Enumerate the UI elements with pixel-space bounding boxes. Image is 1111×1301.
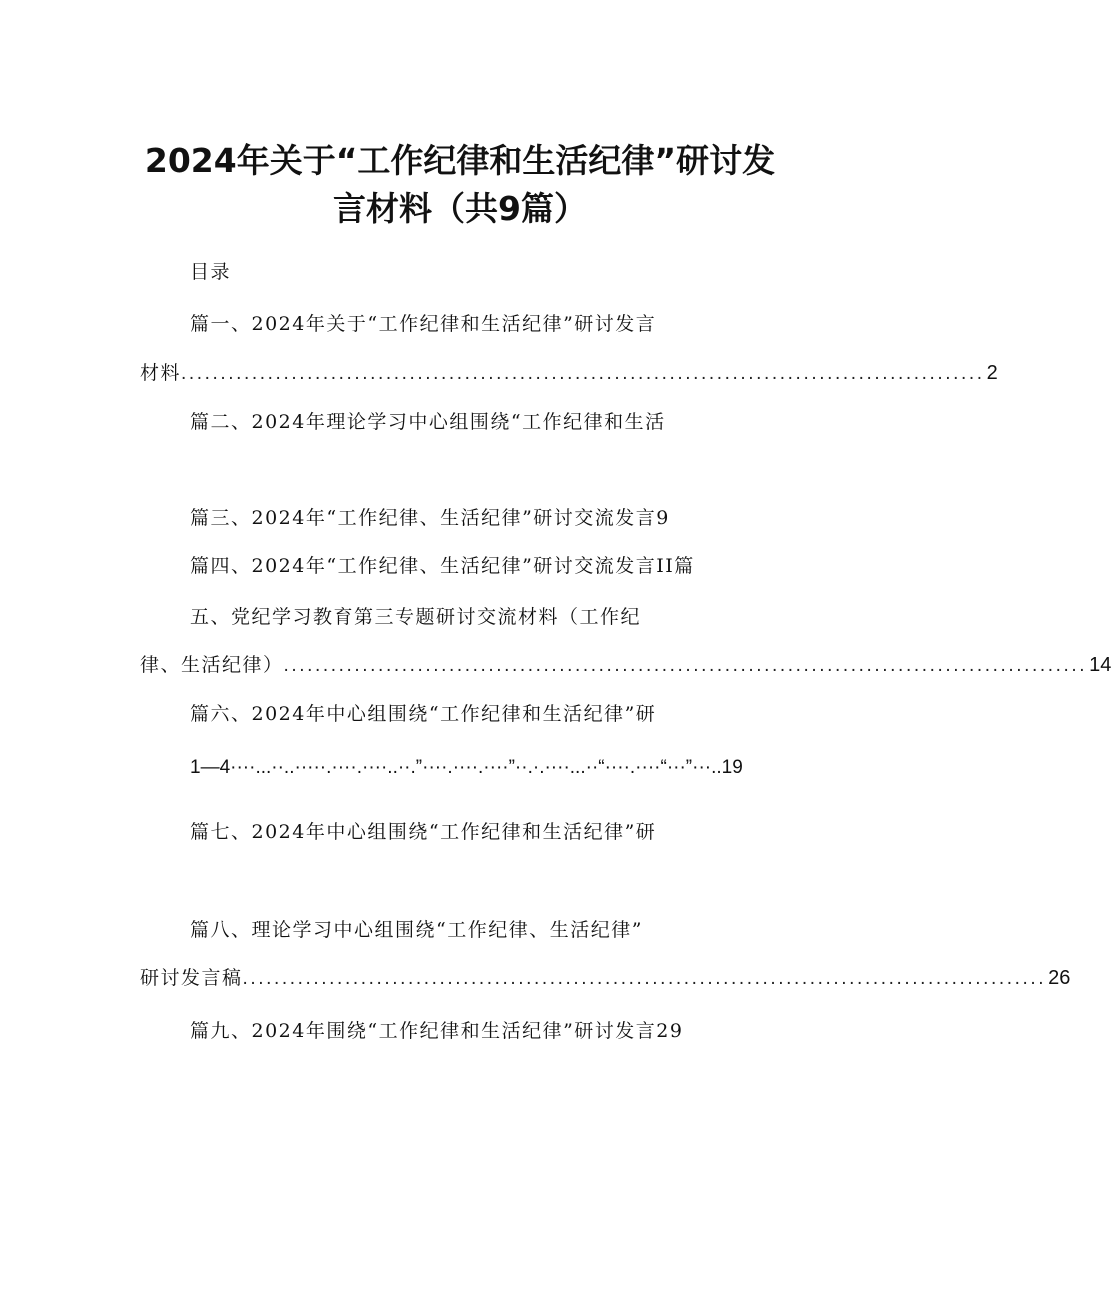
document-title-line-2: 言材料（共9篇） — [333, 189, 587, 228]
toc-entry-8-line-2[interactable] — [140, 965, 1071, 992]
toc-entry-5-line-1[interactable]: 五、党纪学习教育第三专题研讨交流材料（工作纪 — [190, 606, 642, 628]
toc-entry-5-label: 律、生活纪律） — [140, 654, 284, 676]
toc-leader-dots: ...................................................................................................... — [283, 655, 1088, 676]
toc-entry-1-label: 材料 — [140, 362, 182, 384]
toc-entry-3[interactable]: 篇三、2024年“工作纪律、生活纪律”研讨交流发言9 — [190, 507, 670, 529]
toc-heading: 目录 — [190, 261, 232, 283]
toc-entry-7[interactable]: 篇七、2024年中心组围绕“工作纪律和生活纪律”研 — [190, 821, 657, 843]
toc-entry-5-page: 14 — [1089, 654, 1111, 676]
toc-entry-9[interactable]: 篇九、2024年围绕“工作纪律和生活纪律”研讨发言29 — [190, 1020, 684, 1042]
toc-entry-4[interactable]: 篇四、2024年“工作纪律、生活纪律”研讨交流发言II篇 — [190, 555, 695, 577]
toc-entry-1-page: 2 — [986, 362, 998, 384]
toc-entry-6-line-2[interactable]: 1—4····...··..·····.····.····..··.”····.····.····”··.·.····...··“····.····“···”···..19 — [190, 757, 743, 778]
toc-entry-2[interactable]: 篇二、2024年理论学习中心组围绕“工作纪律和生活 — [190, 411, 666, 433]
toc-leader-dots: ...................................................................................................... — [181, 363, 985, 384]
toc-entry-8-label: 研讨发言稿 — [140, 967, 243, 989]
toc-entry-5-line-2[interactable] — [140, 652, 1111, 679]
toc-leader-dots: ...................................................................................................... — [242, 968, 1047, 989]
toc-entry-8-line-1[interactable]: 篇八、理论学习中心组围绕“工作纪律、生活纪律” — [190, 919, 643, 941]
toc-entry-8-page: 26 — [1048, 967, 1071, 989]
document-title-line-1: 2024年关于“工作纪律和生活纪律”研讨发 — [144, 141, 776, 180]
toc-entry-1-line-2[interactable] — [140, 360, 998, 387]
toc-entry-6-line-1[interactable]: 篇六、2024年中心组围绕“工作纪律和生活纪律”研 — [190, 703, 657, 725]
toc-entry-1-line-1[interactable]: 篇一、2024年关于“工作纪律和生活纪律”研讨发言 — [190, 313, 657, 335]
